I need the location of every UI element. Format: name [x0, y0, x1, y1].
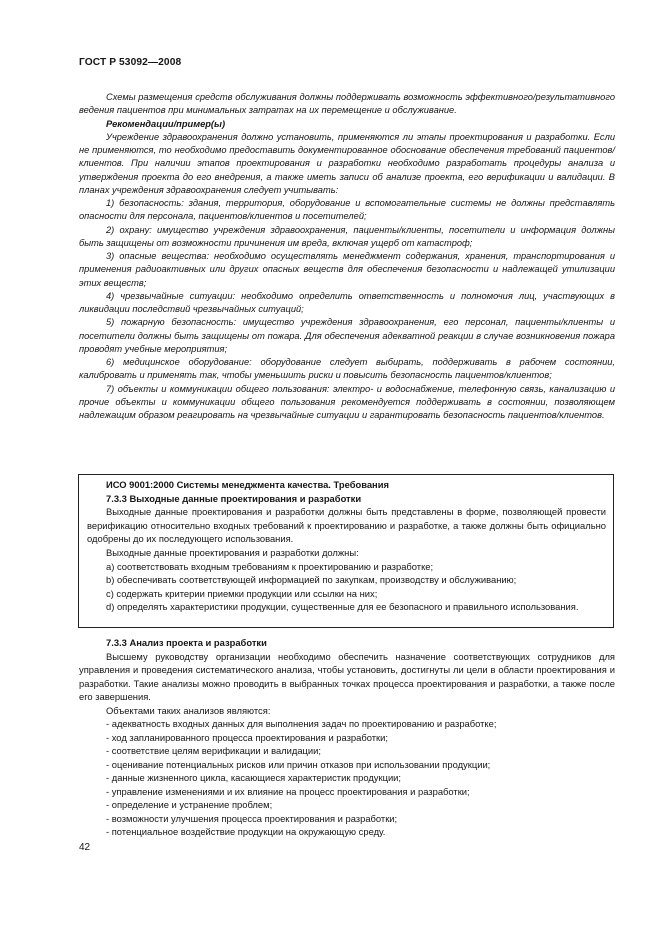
section-heading: 7.3.3 Анализ проекта и разработки	[106, 637, 267, 648]
section-paragraph: Высшему руководству организации необходимо обеспечить назначение соответствующих сотрудников для управления и проведения систематического анализа, чтобы установить, достигнуты ли цели в области проектирования и разработки. Такие анализы можно проводить в выбранных точках процесса проектирования и разработки, а также после его завершения.	[79, 650, 615, 702]
list-item: - соответствие целям верификации и валидации;	[106, 745, 322, 756]
list-item: - возможности улучшения процесса проектирования и разработки;	[106, 812, 398, 824]
section-list-intro: Объектами таких анализов являются:	[106, 704, 271, 716]
list-item: - потенциальное воздействие продукции на окружающую среду.	[106, 826, 386, 837]
intro-paragraph: Схемы размещения средств обслуживания должны поддерживать возможность эффективного/результативного ведения пациентов при минимальных затратах на их перемещение и обслуживание.	[79, 92, 615, 116]
quote-list-item: d) определять характеристики продукции, существенные для ее безопасного и правильного использования.	[106, 601, 579, 613]
quote-subtitle: 7.3.3 Выходные данные проектирования и разработки	[106, 492, 362, 504]
list-item: 6) медицинское оборудование: оборудование следует выбирать, поддерживать в рабочем состоянии, калибровать и применять так, чтобы уменьшить риски и повысить безопасность пациентов/клиентов;	[79, 357, 615, 381]
recommendations-paragraph: Учреждение здравоохранения должно установить, применяются ли этапы проектирования и разработки. Если не применяются, то необходимо предоставить документированное обоснование обеспечения требований пациентов/клиентов. При наличии этапов проектирования и разработки необходимо разработать процедуры анализа и утверждения проекта до его внедрения, а также иметь записи об анализе проекта, его верификации и валидации. В планах учреждения здравоохранения следует учитывать:	[79, 131, 615, 195]
page-number: 42	[79, 842, 91, 853]
quote-title: ИСО 9001:2000 Системы менеджмента качества. Требования	[106, 479, 389, 490]
list-item: - определение и устранение проблем;	[106, 799, 273, 810]
list-item: - данные жизненного цикла, касающиеся характеристик продукции;	[106, 772, 402, 783]
iso-quote-box	[78, 474, 614, 628]
list-item: 7) объекты и коммуникации общего пользования: электро- и водоснабжение, телефонную связь, канализацию и прочие объекты и коммуникации общего пользования рекомендуется поддерживать в состоянии, позволяющем надлежащим образом реагировать на чрезвычайные ситуации и гарантировать безопасность пациентов/клиентов.	[79, 383, 615, 420]
quote-paragraph: Выходные данные проектирования и разработки должны:	[106, 546, 359, 558]
list-item: - адекватность входных данных для выполнения задач по проектированию и разработке;	[106, 718, 497, 729]
recommendations-block	[79, 91, 615, 422]
quote-list-item: a) соответствовать входным требованиям к проектированию и разработке;	[106, 560, 434, 572]
list-item: 3) опасные вещества: необходимо осуществлять менеджмент содержания, хранения, транспортирования и применения радиоактивных или других опасных веществ для обеспечения безопасности и надлежащей утилизации этих веществ;	[79, 251, 615, 288]
quote-list-item: b) обеспечивать соответствующей информацией по закупкам, производству и обслуживанию;	[106, 574, 517, 586]
list-item: 2) охрану: имущество учреждения здравоохранения, пациенты/клиенты, посетители и информация должны быть защищены от возможности причинения им вреда, включая ущерб от катастроф;	[79, 224, 615, 248]
document-code: ГОСТ Р 53092—2008	[79, 57, 182, 68]
list-item: 1) безопасность: здания, территория, оборудование и вспомогательные системы не должны представлять опасности для персонала, пациентов/клиентов и посетителей;	[79, 198, 615, 222]
review-objects-list	[79, 717, 615, 839]
quote-list-item: c) содержать критерии приемки продукции или ссылки на них;	[106, 587, 378, 599]
quote-paragraph: Выходные данные проектирования и разработки должны быть представлены в форме, позволяющей провести верификацию относительно входных требований к проектированию и разработке, а также должны быть официально одобрены до их последующего использования.	[87, 506, 606, 545]
list-item: 5) пожарную безопасность: имущество учреждения здравоохранения, его персонал, пациенты/клиенты и посетители должны быть защищены от пожара. Для обеспечения адекватной реакции в случае возникновения пожара проводят учебные мероприятия;	[79, 317, 615, 354]
design-review-section	[79, 636, 615, 839]
recommendations-heading: Рекомендации/пример(ы)	[106, 118, 226, 129]
list-item: - оценивание потенциальных рисков или причин отказов при использовании продукции;	[106, 758, 491, 770]
list-item: 4) чрезвычайные ситуации: необходимо определить ответственность и полномочия лиц, участвующих в ликвидации последствий чрезвычайных ситуаций;	[79, 290, 615, 314]
list-item: - ход запланированного процесса проектирования и разработки;	[106, 731, 388, 743]
list-item: - управление изменениями и их влияние на процесс проектирования и разработки;	[106, 785, 470, 797]
